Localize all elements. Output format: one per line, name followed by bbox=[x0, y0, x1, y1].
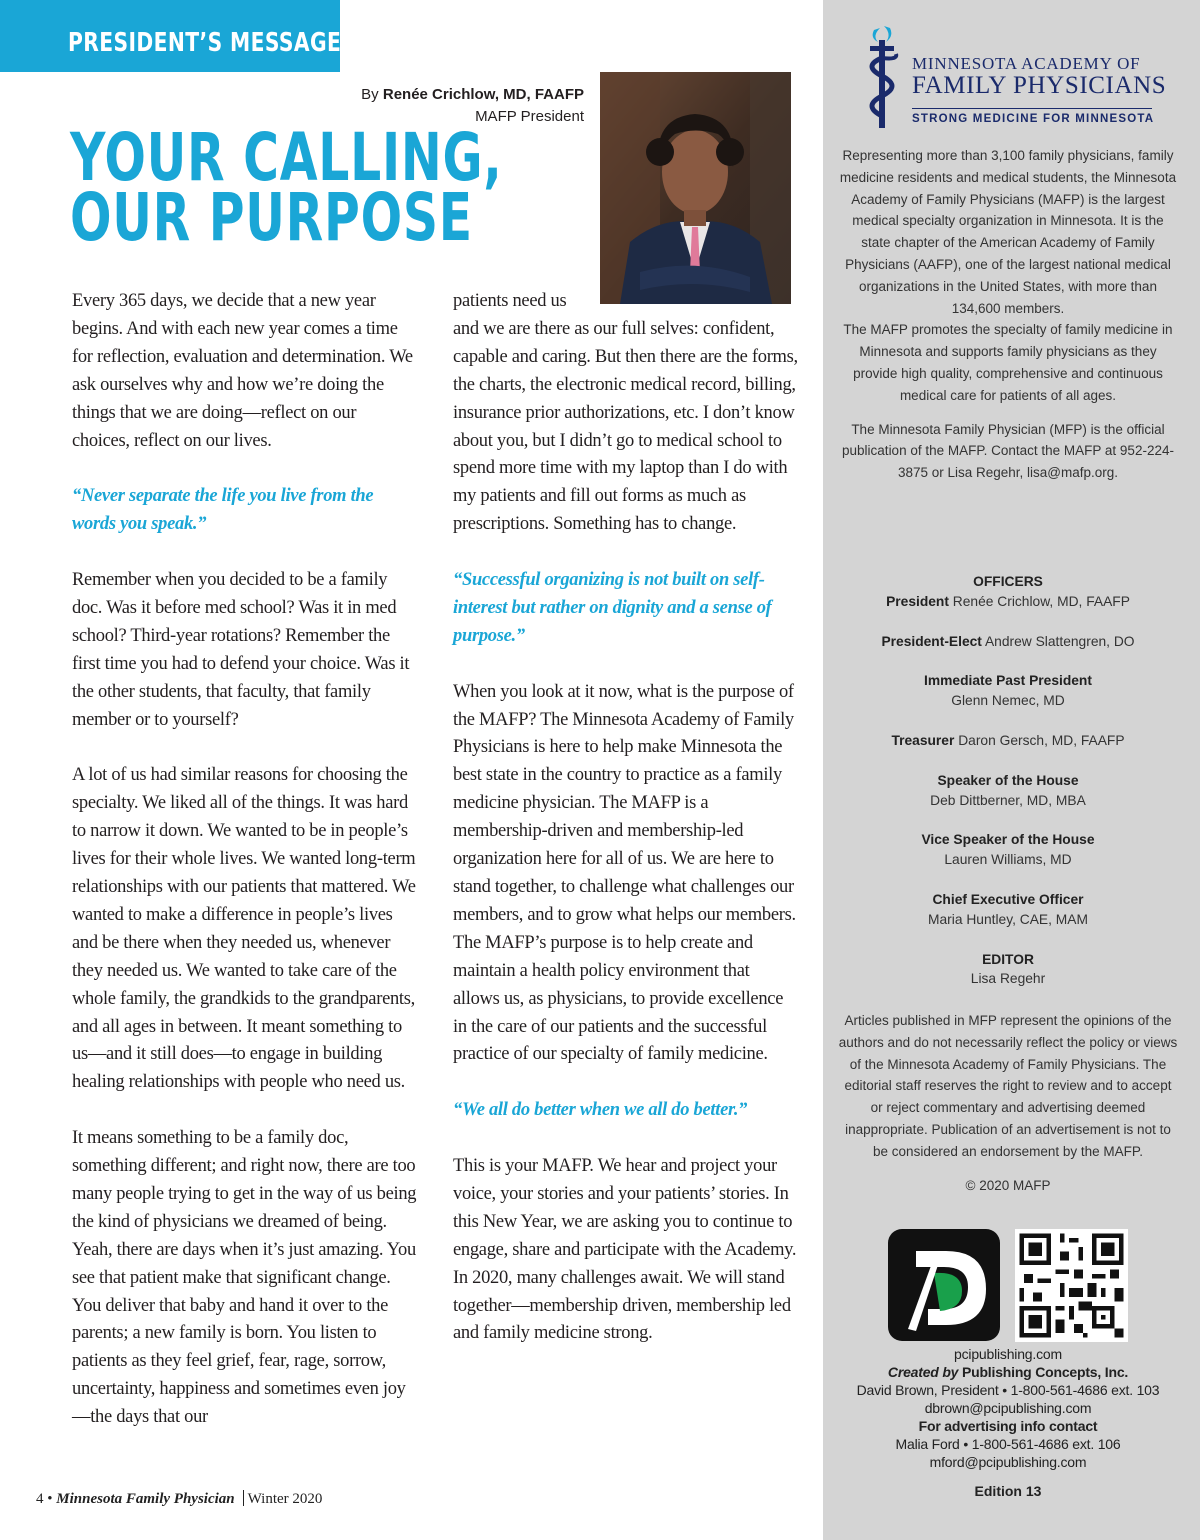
pci-logo-icon bbox=[888, 1229, 1000, 1341]
logo-line1: MINNESOTA ACADEMY OF bbox=[912, 54, 1141, 73]
caduceus-icon bbox=[858, 24, 908, 134]
footer-bullet: • bbox=[47, 1491, 53, 1507]
headline-line2: OUR PURPOSE bbox=[70, 179, 473, 256]
issue-label: Winter 2020 bbox=[247, 1491, 323, 1507]
edition-label: Edition 13 bbox=[974, 1483, 1042, 1499]
pull-quote: “Successful organizing is not built on self-interest but rather on dignity and a sense of purpose.” bbox=[453, 570, 772, 646]
disclaimer-block bbox=[838, 1010, 1178, 1196]
officer-title: Treasurer bbox=[891, 732, 955, 748]
about-text: Representing more than 3,100 family physicians, family medicine residents and medical students, the Minnesota Academy of Family Physicians (MAFP) is the largest medical specialty organization in Minnesota. It is the state chapter of the American Academy of Family Physicians (AAFP), one of the largest national medical organizations in the United States, with more than 134,600 members. bbox=[839, 148, 1177, 316]
publisher-email[interactable]: dbrown@pcipublishing.com bbox=[924, 1400, 1092, 1416]
officer-title: Immediate Past President bbox=[924, 673, 1092, 689]
publisher-block bbox=[838, 1345, 1178, 1471]
section-tab bbox=[0, 0, 340, 72]
officer-title: President bbox=[886, 593, 949, 609]
officer-name: Glenn Nemec, MD bbox=[951, 693, 1065, 709]
created-by-label: Created by bbox=[887, 1364, 959, 1380]
officers-block bbox=[838, 572, 1178, 1009]
officer-title: Chief Executive Officer bbox=[932, 891, 1084, 907]
qr-code bbox=[1015, 1229, 1128, 1342]
paragraph: It means something to be a family doc, something different; and right now, there are too many people trying to get in the way of us being the kind of physicians we dreamed of being. Yeah, there are days when it’s just amazing. You see that patient make that significant change. You deliver that baby and hand it over to the parents; a new family is born. You listen to patients as they feel grief, fear, rage, sorrow, uncertainty, happiness and sometimes even joy—the days that our bbox=[72, 1128, 417, 1428]
byline-role: MAFP President bbox=[475, 108, 584, 125]
headline bbox=[70, 119, 503, 256]
page-number: 4 bbox=[36, 1491, 44, 1507]
headline-line1: YOUR CALLING, bbox=[70, 119, 503, 196]
mafp-logo bbox=[858, 24, 1167, 134]
officers-heading: OFFICERS bbox=[973, 574, 1043, 589]
about-block bbox=[838, 145, 1178, 484]
disclaimer-text: Articles published in MFP represent the opinions of the authors and do not necessarily reflect the policy or views of the Minnesota Academy of Family Physicians. The editorial staff reserves the right to review and to accept or reject commentary and advertising deemed inappropriate. Publication of an advertisement is not to be considered an endorsement by the MAFP. bbox=[838, 1013, 1178, 1159]
logo-tagline: STRONG MEDICINE FOR MINNESOTA bbox=[912, 113, 1155, 125]
pull-quote: “We all do better when we all do better.” bbox=[453, 1100, 748, 1121]
paragraph: Every 365 days, we decide that a new year begins. And with each new year comes a time for reflection, evaluation and determination. We ask ourselves why and how we’re doing the things that we are doing—reflect on our choices, reflect on our lives. bbox=[72, 291, 413, 451]
paragraph-continued: patients need us bbox=[453, 291, 567, 311]
byline-prefix: By bbox=[361, 86, 379, 103]
logo-line2: FAMILY PHYSICIANS bbox=[912, 72, 1167, 99]
officer-name: Andrew Slattengren, DO bbox=[984, 633, 1135, 649]
publication-text: The Minnesota Family Physician (MFP) is the official publication of the MAFP. Contact the MAFP at 952-224-3875 or Lisa Regehr, lisa@mafp.org. bbox=[842, 421, 1174, 481]
advertising-email[interactable]: mford@pcipublishing.com bbox=[929, 1454, 1087, 1470]
officer-name: Daron Gersch, MD, FAAFP bbox=[958, 732, 1125, 748]
editor-heading: EDITOR bbox=[982, 951, 1034, 967]
byline-author: Renée Crichlow, MD, FAAFP bbox=[382, 86, 584, 103]
logo-divider bbox=[912, 108, 1152, 109]
advertising-heading: For advertising info contact bbox=[918, 1418, 1098, 1434]
editor-name: Lisa Regehr bbox=[970, 971, 1046, 987]
magazine-title: Minnesota Family Physician bbox=[56, 1491, 235, 1507]
about-text: The MAFP promotes the specialty of family medicine in Minnesota and supports family physicians as they provide high quality, comprehensive and continuous medical care for patients of all ages. bbox=[843, 322, 1173, 403]
publisher-url[interactable]: pcipublishing.com bbox=[954, 1346, 1062, 1362]
officer-title: Vice Speaker of the House bbox=[921, 832, 1095, 848]
advertising-contact: Malia Ford • 1-800-561-4686 ext. 106 bbox=[895, 1436, 1121, 1452]
officer-title: Speaker of the House bbox=[937, 772, 1079, 788]
article-column-2 bbox=[453, 288, 798, 1376]
article-column-1 bbox=[72, 288, 417, 1460]
paragraph: and we are there as our full selves: confident, capable and caring. But then there are the forms, the charts, the electronic medical record, billing, insurance prior authorizations, etc. I don’t know about you, but I didn’t go to medical school to spend more time with my laptop than I do with my patients and fill out forms as much as prescriptions. Something has to change. bbox=[453, 318, 798, 535]
pull-quote: “Never separate the life you live from the words you speak.” bbox=[72, 486, 374, 535]
paragraph: This is your MAFP. We hear and project your voice, your stories and your patients’ stories. In this New Year, we are asking you to continue to engage, share and participate with the Academy. In 2020, many challenges await. We will stand together—membership driven, membership led and family medicine strong. bbox=[453, 1156, 797, 1344]
officer-name: Maria Huntley, CAE, MAM bbox=[928, 911, 1088, 927]
section-label: PRESIDENT’S MESSAGE bbox=[68, 28, 342, 58]
copyright: © 2020 MAFP bbox=[965, 1177, 1051, 1193]
officer-name: Renée Crichlow, MD, FAAFP bbox=[952, 593, 1130, 609]
publisher-contact: David Brown, President • 1-800-561-4686 ext. 103 bbox=[856, 1382, 1160, 1398]
officer-name: Deb Dittberner, MD, MBA bbox=[930, 792, 1086, 808]
paragraph: When you look at it now, what is the purpose of the MAFP? The Minnesota Academy of Family Physicians is here to help make Minnesota the best state in the country to practice as a family medicine physician. The MAFP is a membership-driven and membership-led organization here for all of us. We are here to stand together, to challenge what challenges our members, and to grow what helps our members. The MAFP’s purpose is to help create and maintain a health policy environment that allows us, as physicians, to provide excellence in the care of our patients and the successful practice of our specialty of family medicine. bbox=[453, 681, 796, 1065]
page-footer bbox=[36, 1490, 322, 1508]
officer-title: President-Elect bbox=[881, 633, 982, 649]
publisher-company: Publishing Concepts, Inc. bbox=[961, 1364, 1129, 1380]
paragraph: A lot of us had similar reasons for choosing the specialty. We liked all of the things. It was hard to narrow it down. We wanted to be in people’s lives for their whole lives. We wanted long-term relationships with our patients that mattered. We wanted to make a difference in people’s lives and be there when they needed us, whenever they needed us. We wanted to take care of the whole family, the grandkids to the grandparents, and all ages in between. It meant something to us—and it still does—to engage in building healing relationships with people who need us. bbox=[72, 765, 416, 1093]
author-photo bbox=[600, 72, 791, 304]
paragraph: Remember when you decided to be a family doc. Was it before med school? Was it in med school? Third-year rotations? Remember the first time you had to defend your choice. Was it the other students, that faculty, that family member or to yourself? bbox=[72, 570, 410, 730]
footer-divider bbox=[243, 1490, 244, 1506]
officer-name: Lauren Williams, MD bbox=[944, 852, 1072, 868]
